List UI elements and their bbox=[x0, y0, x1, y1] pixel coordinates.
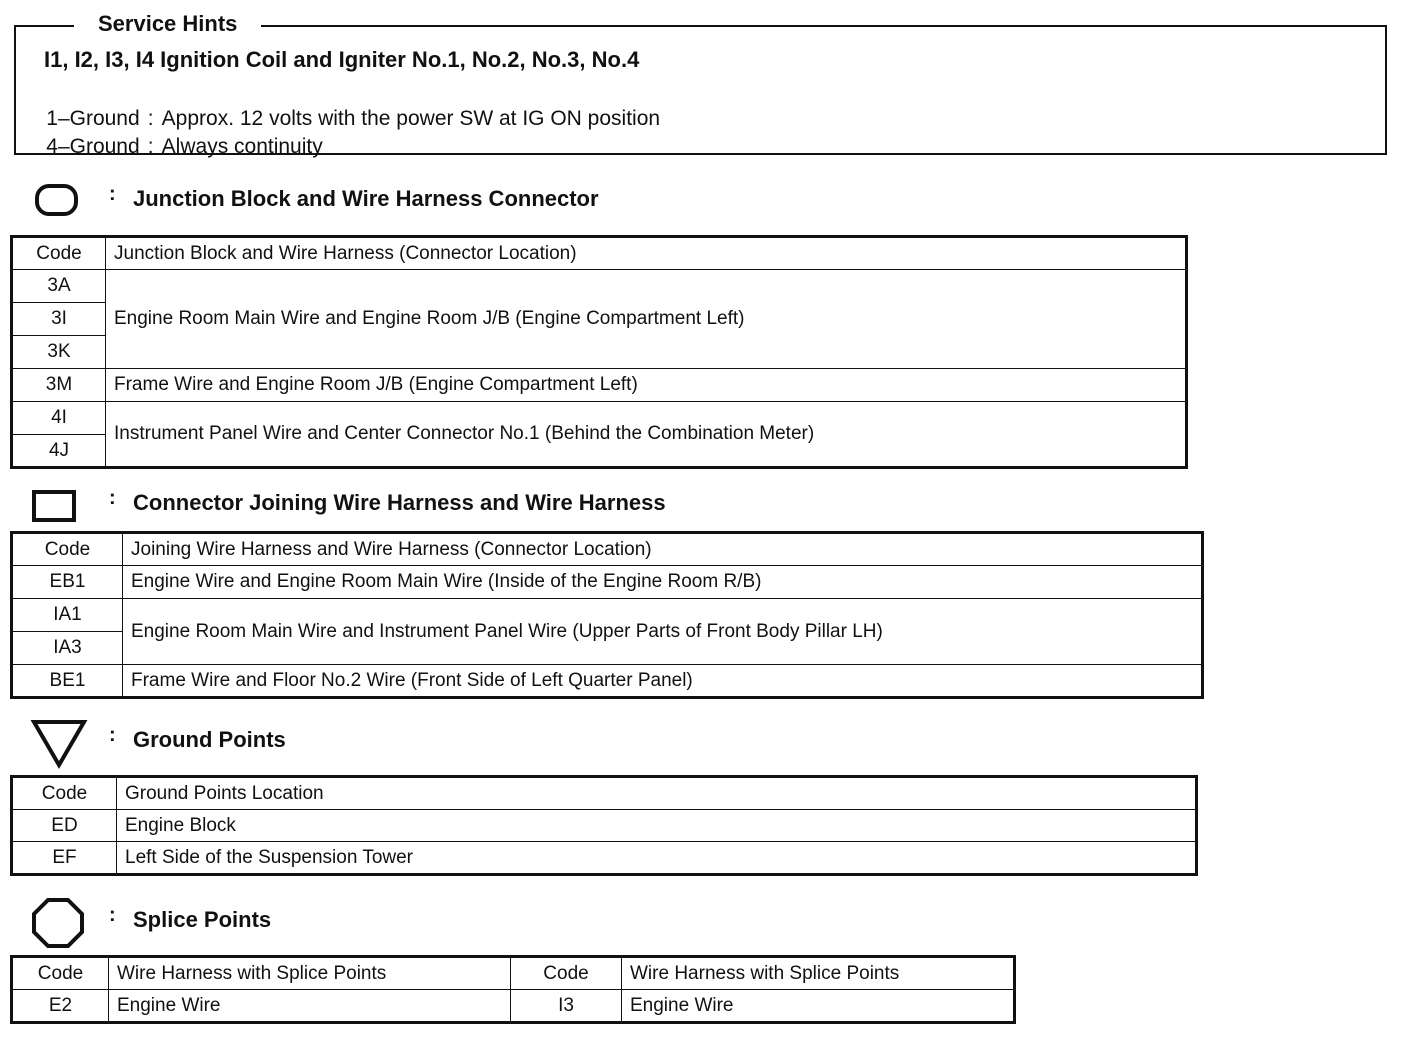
hint-separator: : bbox=[147, 107, 154, 130]
column-header-harness: Wire Harness with Splice Points bbox=[109, 957, 511, 990]
table-row bbox=[12, 990, 1015, 1023]
column-header-location: Joining Wire Harness and Wire Harness (Connector Location) bbox=[123, 533, 1203, 566]
hint-term: 4–Ground bbox=[46, 135, 140, 158]
ground-section-colon: : bbox=[109, 724, 116, 746]
code-cell: ED bbox=[12, 810, 117, 842]
hint-text: Approx. 12 volts with the power SW at IG ON position bbox=[161, 107, 661, 130]
connector-section-title: Connector Joining Wire Harness and Wire Harness bbox=[133, 490, 666, 515]
code-cell: IA1 bbox=[12, 599, 123, 632]
column-header-code: Code bbox=[12, 957, 109, 990]
table-row bbox=[12, 369, 1187, 402]
harness-cell: Engine Wire bbox=[622, 990, 1015, 1023]
column-header-location: Junction Block and Wire Harness (Connector Location) bbox=[106, 237, 1187, 270]
splice-section-title: Splice Points bbox=[133, 907, 272, 932]
rounded-connector-icon bbox=[34, 182, 80, 218]
hint-separator: : bbox=[147, 135, 154, 158]
table-row bbox=[12, 842, 1197, 875]
ground-section-title: Ground Points bbox=[133, 727, 286, 752]
square-connector-icon bbox=[30, 488, 78, 524]
junction-section-colon: : bbox=[109, 183, 116, 205]
code-cell: 4J bbox=[12, 435, 106, 468]
hint-term: 1–Ground bbox=[46, 107, 140, 130]
service-hint-line bbox=[0, 105, 323, 161]
column-header-code: Code bbox=[12, 533, 123, 566]
code-cell: EB1 bbox=[12, 566, 123, 599]
table-row bbox=[12, 566, 1203, 599]
connector-section-colon: : bbox=[109, 487, 116, 509]
hint-text: Always continuity bbox=[161, 135, 323, 158]
splice-section-colon: : bbox=[109, 904, 116, 926]
column-header-code: Code bbox=[12, 237, 106, 270]
location-cell: Left Side of the Suspension Tower bbox=[117, 842, 1197, 875]
table-header-row bbox=[12, 957, 1015, 990]
table-row bbox=[12, 402, 1187, 435]
code-cell: 3I bbox=[12, 303, 106, 336]
code-cell: 3A bbox=[12, 270, 106, 303]
connector-table bbox=[10, 531, 1204, 699]
location-cell: Engine Room Main Wire and Engine Room J/B (Engine Compartment Left) bbox=[106, 270, 1187, 369]
column-header-harness: Wire Harness with Splice Points bbox=[622, 957, 1015, 990]
location-cell: Engine Block bbox=[117, 810, 1197, 842]
column-header-code: Code bbox=[12, 777, 117, 810]
table-header-row bbox=[12, 237, 1187, 270]
ground-table bbox=[10, 775, 1198, 876]
table-row bbox=[12, 599, 1203, 632]
harness-cell: Engine Wire bbox=[109, 990, 511, 1023]
column-header-code: Code bbox=[511, 957, 622, 990]
splice-octagon-icon bbox=[30, 896, 86, 950]
junction-section-title: Junction Block and Wire Harness Connector bbox=[133, 186, 599, 211]
code-cell: 4I bbox=[12, 402, 106, 435]
code-cell: E2 bbox=[12, 990, 109, 1023]
table-row bbox=[12, 810, 1197, 842]
code-cell: 3K bbox=[12, 336, 106, 369]
table-header-row bbox=[12, 777, 1197, 810]
code-cell: 3M bbox=[12, 369, 106, 402]
junction-table bbox=[10, 235, 1188, 469]
location-cell: Frame Wire and Floor No.2 Wire (Front Side of Left Quarter Panel) bbox=[123, 665, 1203, 698]
column-header-location: Ground Points Location bbox=[117, 777, 1197, 810]
ground-triangle-icon bbox=[30, 718, 88, 770]
location-cell: Engine Wire and Engine Room Main Wire (Inside of the Engine Room R/B) bbox=[123, 566, 1203, 599]
table-header-row bbox=[12, 533, 1203, 566]
code-cell: I3 bbox=[511, 990, 622, 1023]
code-cell: EF bbox=[12, 842, 117, 875]
service-hints-title: I1, I2, I3, I4 Ignition Coil and Igniter No.1, No.2, No.3, No.4 bbox=[44, 47, 640, 72]
service-hints-legend: Service Hints bbox=[74, 10, 261, 38]
location-cell: Instrument Panel Wire and Center Connector No.1 (Behind the Combination Meter) bbox=[106, 402, 1187, 468]
table-row bbox=[12, 665, 1203, 698]
location-cell: Frame Wire and Engine Room J/B (Engine Compartment Left) bbox=[106, 369, 1187, 402]
splice-table bbox=[10, 955, 1016, 1024]
code-cell: BE1 bbox=[12, 665, 123, 698]
location-cell: Engine Room Main Wire and Instrument Panel Wire (Upper Parts of Front Body Pillar LH) bbox=[123, 599, 1203, 665]
table-row bbox=[12, 270, 1187, 303]
code-cell: IA3 bbox=[12, 632, 123, 665]
